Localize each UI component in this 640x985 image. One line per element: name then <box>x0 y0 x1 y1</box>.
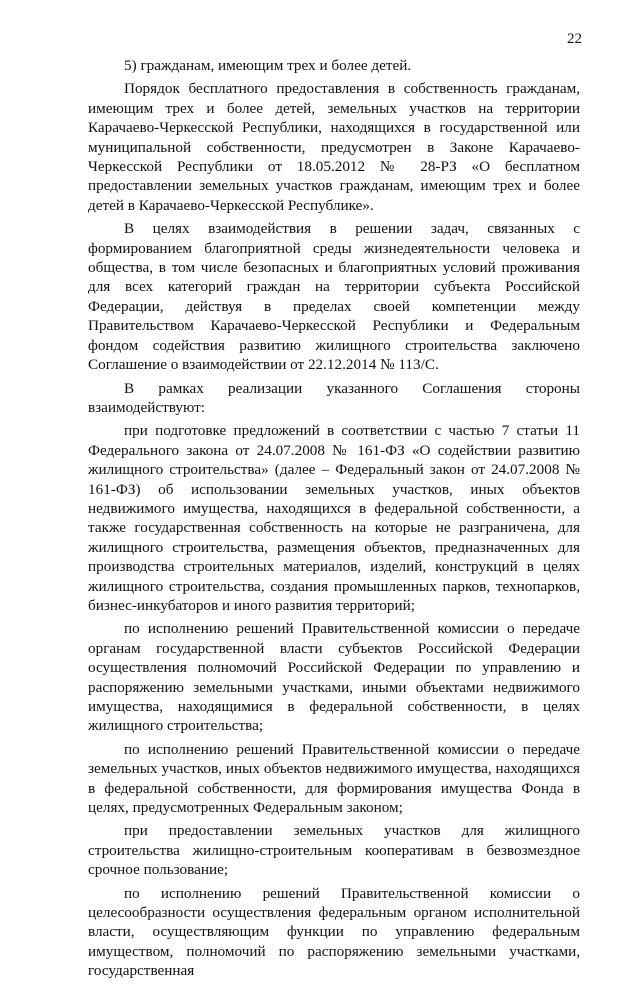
paragraph-interaction-intro: В рамках реализации указанного Соглашения стороны взаимодействуют: <box>88 379 580 416</box>
paragraph-commission-powers: по исполнению решений Правительственной комиссии о передаче органам государственной власти субъектов Российской Федерации осуществления полномочий Российской Федерации по управлению и распоряжению земельными участками, иными объектами недвижимого имущества, находящимися в федеральной собственности, в целях жилищного строительства; <box>88 620 580 735</box>
paragraph-proposals: при подготовке предложений в соответствии с частью 7 статьи 11 Федерального закона от 24.07.2008 № 161-ФЗ «О содействии развитию жилищного строительства» (далее – Федеральный закон от 24.07.2008 № 161-ФЗ) об использовании земельных участков, иных объектов недвижимого имущества, находящихся в федеральной собственности, а также государственная собственность на которые не разграничена, для жилищного строительства, размещения объектов, предназначенных для производства строительных материалов, изделий, конструкций в целях жилищного строительства, создания промышленных парков, технопарков, бизнес-инкубаторов и иного развития территорий; <box>88 422 580 614</box>
paragraph-commission-expediency: по исполнению решений Правительственной комиссии о целесообразности осуществления федеральным органом исполнительной власти, осуществляющим функции по управлению федеральным имуществом, полномочий по распоряжению земельными участками, государственная <box>88 884 580 980</box>
page-number: 22 <box>567 31 582 47</box>
paragraph-agreement: В целях взаимодействия в решении задач, связанных с формированием благоприятной среды жизнедеятельности человека и общества, в том числе безопасных и благоприятных условий проживания для всех категорий граждан на территории субъекта Российской Федерации, действуя в пределах своей компетенции между Правительством Карачаево-Черкесской Республики и Федеральным фондом содействия развитию жилищного строительства заключено Соглашение о взаимодействии от 22.12.2014 № 113/С. <box>88 220 580 374</box>
document-body <box>88 56 580 985</box>
paragraph-commission-transfer: по исполнению решений Правительственной комиссии о передаче земельных участков, иных объектов недвижимого имущества, находящихся в федеральной собственности, для формирования имущества Фонда в целях, предусмотренных Федеральным законом; <box>88 740 580 817</box>
paragraph-list-item-5: 5) гражданам, имеющим трех и более детей. <box>124 57 412 74</box>
paragraph-procedure: Порядок бесплатного предоставления в собственность гражданам, имеющим трех и более детей, земельных участков на территории Карачаево-Черкесской Республики, находящихся в государственной или муниципальной собственности, предусмотрен в Законе Карачаево-Черкесской Республики от 18.05.2012 № 28-РЗ «О бесплатном предоставлении земельных участков гражданам, имеющим трех и более детей в Карачаево-Черкесской Республике». <box>88 80 580 214</box>
paragraph-cooperatives: при предоставлении земельных участков для жилищного строительства жилищно-строительным кооперативам в безвозмездное срочное пользование; <box>88 822 580 879</box>
